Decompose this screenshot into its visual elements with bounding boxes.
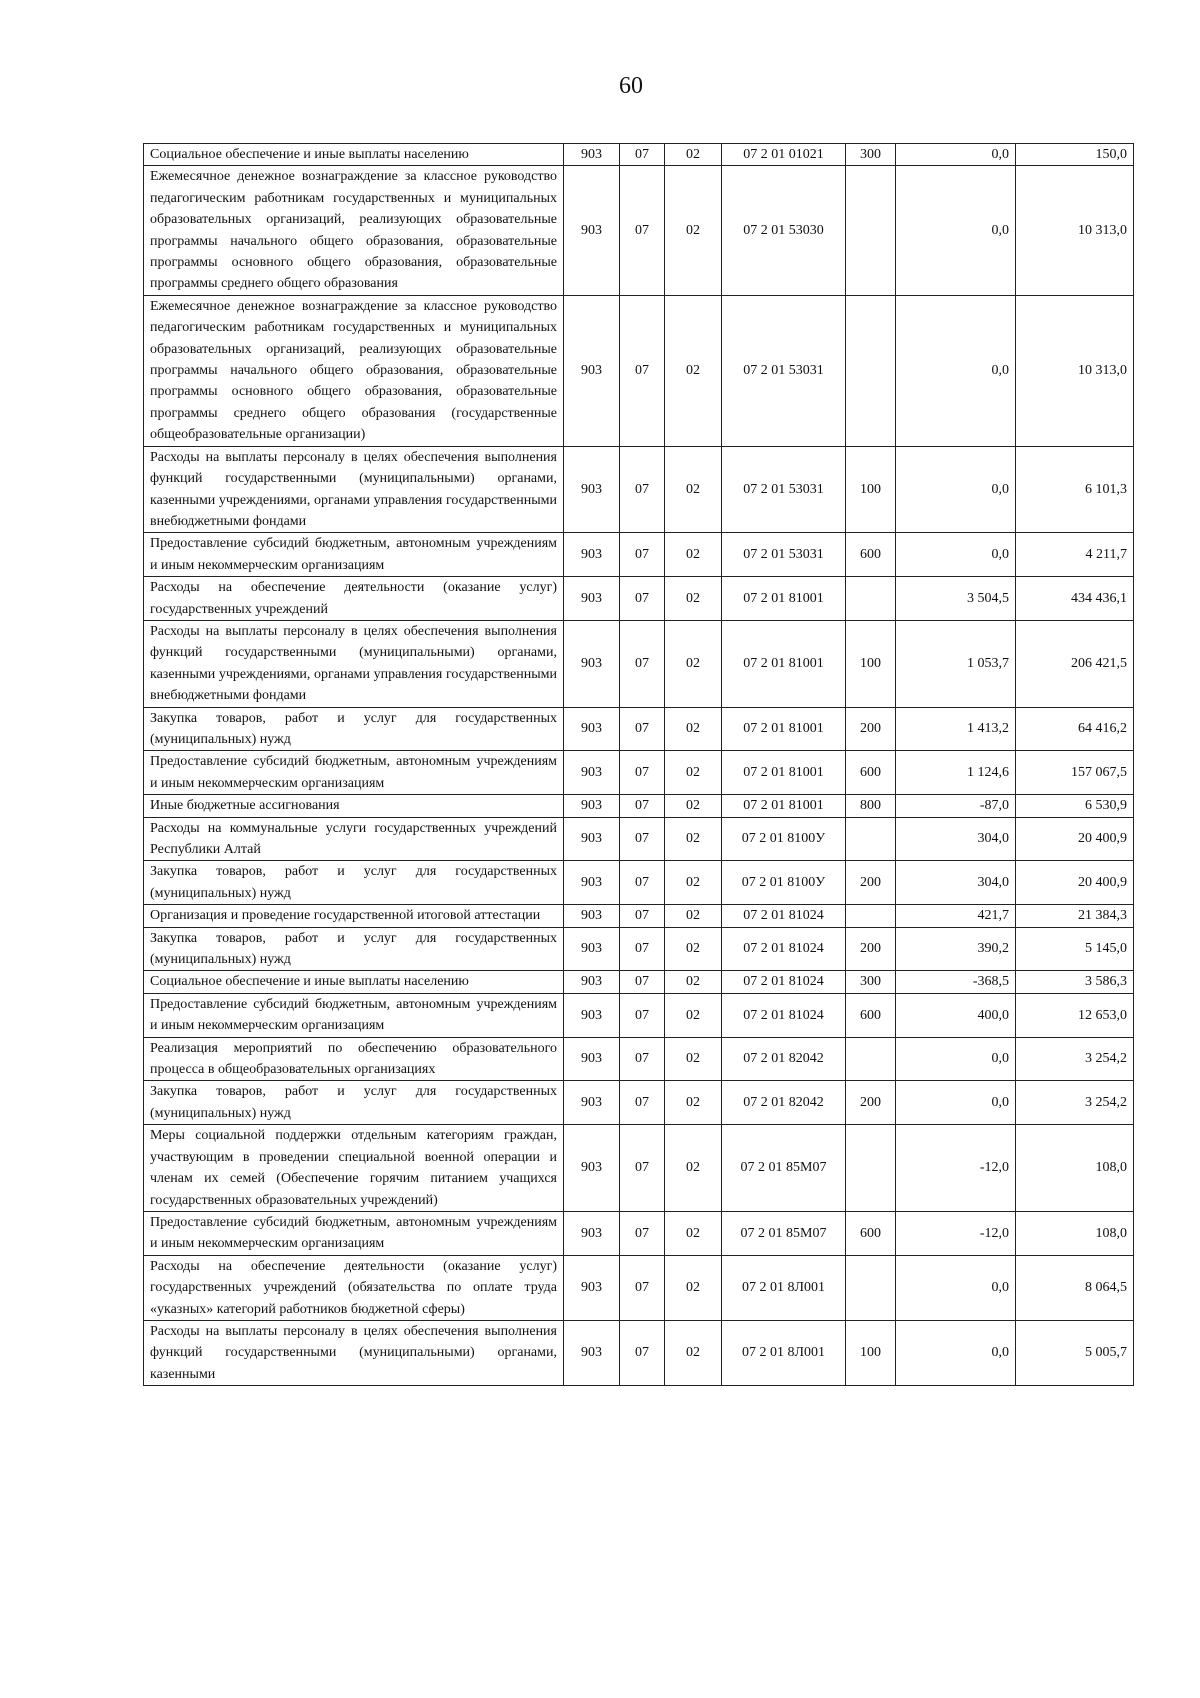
table-row — [144, 166, 1134, 295]
change-amount-cell: 1 413,2 — [896, 707, 1016, 751]
target-article-cell: 07 2 01 81001 — [722, 795, 846, 817]
section-code-cell: 07 — [620, 795, 665, 817]
expense-name-cell: Ежемесячное денежное вознаграждение за классное руководство педагогическим работникам государственных и муниципальных образовательных организаций, реализующих образовательные программы начального общего образования, образовательные программы основного общего образования, образовательные программы среднего общего образования — [144, 166, 564, 295]
change-amount-cell: 0,0 — [896, 446, 1016, 533]
change-amount-cell: 304,0 — [896, 817, 1016, 861]
total-amount-cell: 5 145,0 — [1016, 927, 1134, 971]
subsection-code-cell: 02 — [665, 971, 722, 993]
expense-name-cell: Расходы на выплаты персоналу в целях обеспечения выполнения функций государственными (муниципальными) органами, казенными учреждениями, органами управления государственными внебюджетными фондами — [144, 620, 564, 707]
admin-code-cell: 903 — [564, 1081, 620, 1125]
table-row — [144, 1125, 1134, 1212]
change-amount-cell: 0,0 — [896, 1255, 1016, 1320]
total-amount-cell: 12 653,0 — [1016, 993, 1134, 1037]
change-amount-cell: -12,0 — [896, 1211, 1016, 1255]
section-code-cell: 07 — [620, 707, 665, 751]
table-row — [144, 971, 1134, 993]
change-amount-cell: -87,0 — [896, 795, 1016, 817]
subsection-code-cell: 02 — [665, 1211, 722, 1255]
change-amount-cell: 0,0 — [896, 533, 1016, 577]
subsection-code-cell: 02 — [665, 1320, 722, 1385]
admin-code-cell: 903 — [564, 1125, 620, 1212]
expense-type-cell: 100 — [846, 1320, 896, 1385]
section-code-cell: 07 — [620, 620, 665, 707]
expense-type-cell — [846, 817, 896, 861]
expense-type-cell — [846, 1125, 896, 1212]
section-code-cell: 07 — [620, 993, 665, 1037]
subsection-code-cell: 02 — [665, 446, 722, 533]
table-row — [144, 993, 1134, 1037]
target-article-cell: 07 2 01 81024 — [722, 905, 846, 927]
target-article-cell: 07 2 01 8100У — [722, 817, 846, 861]
expense-type-cell — [846, 295, 896, 446]
admin-code-cell: 903 — [564, 1037, 620, 1081]
table-row — [144, 707, 1134, 751]
subsection-code-cell: 02 — [665, 144, 722, 166]
expense-type-cell: 200 — [846, 861, 896, 905]
section-code-cell: 07 — [620, 905, 665, 927]
admin-code-cell: 903 — [564, 144, 620, 166]
admin-code-cell: 903 — [564, 1320, 620, 1385]
admin-code-cell: 903 — [564, 1211, 620, 1255]
expense-name-cell: Закупка товаров, работ и услуг для государственных (муниципальных) нужд — [144, 927, 564, 971]
total-amount-cell: 434 436,1 — [1016, 577, 1134, 621]
expense-name-cell: Организация и проведение государственной итоговой аттестации — [144, 905, 564, 927]
total-amount-cell: 5 005,7 — [1016, 1320, 1134, 1385]
change-amount-cell: 0,0 — [896, 144, 1016, 166]
admin-code-cell: 903 — [564, 971, 620, 993]
target-article-cell: 07 2 01 8100У — [722, 861, 846, 905]
subsection-code-cell: 02 — [665, 707, 722, 751]
target-article-cell: 07 2 01 81001 — [722, 751, 846, 795]
change-amount-cell: 400,0 — [896, 993, 1016, 1037]
total-amount-cell: 10 313,0 — [1016, 295, 1134, 446]
total-amount-cell: 6 530,9 — [1016, 795, 1134, 817]
page-number: 60 — [619, 73, 643, 99]
expense-name-cell: Закупка товаров, работ и услуг для государственных (муниципальных) нужд — [144, 707, 564, 751]
total-amount-cell: 21 384,3 — [1016, 905, 1134, 927]
section-code-cell: 07 — [620, 446, 665, 533]
expense-name-cell: Иные бюджетные ассигнования — [144, 795, 564, 817]
target-article-cell: 07 2 01 81001 — [722, 707, 846, 751]
subsection-code-cell: 02 — [665, 795, 722, 817]
total-amount-cell: 6 101,3 — [1016, 446, 1134, 533]
subsection-code-cell: 02 — [665, 905, 722, 927]
target-article-cell: 07 2 01 53030 — [722, 166, 846, 295]
target-article-cell: 07 2 01 85М07 — [722, 1125, 846, 1212]
target-article-cell: 07 2 01 01021 — [722, 144, 846, 166]
total-amount-cell: 4 211,7 — [1016, 533, 1134, 577]
admin-code-cell: 903 — [564, 620, 620, 707]
table-row — [144, 620, 1134, 707]
subsection-code-cell: 02 — [665, 817, 722, 861]
table-row — [144, 861, 1134, 905]
expense-type-cell — [846, 905, 896, 927]
section-code-cell: 07 — [620, 533, 665, 577]
change-amount-cell: 0,0 — [896, 166, 1016, 295]
target-article-cell: 07 2 01 8Л001 — [722, 1320, 846, 1385]
change-amount-cell: -368,5 — [896, 971, 1016, 993]
subsection-code-cell: 02 — [665, 295, 722, 446]
change-amount-cell: 0,0 — [896, 1037, 1016, 1081]
expense-name-cell: Социальное обеспечение и иные выплаты населению — [144, 971, 564, 993]
change-amount-cell: 0,0 — [896, 295, 1016, 446]
expense-name-cell: Расходы на выплаты персоналу в целях обеспечения выполнения функций государственными (муниципальными) органами, казенными учреждениями, органами управления государственными внебюджетными фондами — [144, 446, 564, 533]
change-amount-cell: -12,0 — [896, 1125, 1016, 1212]
target-article-cell: 07 2 01 53031 — [722, 295, 846, 446]
total-amount-cell: 20 400,9 — [1016, 861, 1134, 905]
expense-type-cell: 300 — [846, 144, 896, 166]
expense-name-cell: Расходы на выплаты персоналу в целях обеспечения выполнения функций государственными (муниципальными) органами, казенными — [144, 1320, 564, 1385]
table-row — [144, 533, 1134, 577]
total-amount-cell: 64 416,2 — [1016, 707, 1134, 751]
section-code-cell: 07 — [620, 166, 665, 295]
change-amount-cell: 390,2 — [896, 927, 1016, 971]
subsection-code-cell: 02 — [665, 861, 722, 905]
target-article-cell: 07 2 01 81001 — [722, 620, 846, 707]
total-amount-cell: 3 254,2 — [1016, 1037, 1134, 1081]
expense-name-cell: Предоставление субсидий бюджетным, автономным учреждениям и иным некоммерческим организациям — [144, 993, 564, 1037]
target-article-cell: 07 2 01 8Л001 — [722, 1255, 846, 1320]
expense-type-cell — [846, 166, 896, 295]
table-row — [144, 1081, 1134, 1125]
change-amount-cell: 0,0 — [896, 1081, 1016, 1125]
admin-code-cell: 903 — [564, 166, 620, 295]
change-amount-cell: 304,0 — [896, 861, 1016, 905]
expense-type-cell: 100 — [846, 446, 896, 533]
subsection-code-cell: 02 — [665, 1037, 722, 1081]
change-amount-cell: 1 124,6 — [896, 751, 1016, 795]
subsection-code-cell: 02 — [665, 1125, 722, 1212]
expense-type-cell: 800 — [846, 795, 896, 817]
change-amount-cell: 1 053,7 — [896, 620, 1016, 707]
table-row — [144, 817, 1134, 861]
expense-name-cell: Расходы на коммунальные услуги государственных учреждений Республики Алтай — [144, 817, 564, 861]
admin-code-cell: 903 — [564, 861, 620, 905]
table-row — [144, 144, 1134, 166]
table-row — [144, 1320, 1134, 1385]
admin-code-cell: 903 — [564, 927, 620, 971]
subsection-code-cell: 02 — [665, 1255, 722, 1320]
subsection-code-cell: 02 — [665, 1081, 722, 1125]
expense-type-cell: 200 — [846, 1081, 896, 1125]
expense-name-cell: Социальное обеспечение и иные выплаты населению — [144, 144, 564, 166]
expense-name-cell: Закупка товаров, работ и услуг для государственных (муниципальных) нужд — [144, 861, 564, 905]
admin-code-cell: 903 — [564, 993, 620, 1037]
admin-code-cell: 903 — [564, 707, 620, 751]
expense-name-cell: Ежемесячное денежное вознаграждение за классное руководство педагогическим работникам государственных и муниципальных образовательных организаций, реализующих образовательные программы начального общего образования, образовательные программы основного общего образования, образовательные программы среднего общего образования (государственные общеобразовательные организации) — [144, 295, 564, 446]
subsection-code-cell: 02 — [665, 533, 722, 577]
admin-code-cell: 903 — [564, 1255, 620, 1320]
expense-name-cell: Расходы на обеспечение деятельности (оказание услуг) государственных учреждений (обязательства по оплате труда «указных» категорий работников бюджетной сферы) — [144, 1255, 564, 1320]
target-article-cell: 07 2 01 53031 — [722, 446, 846, 533]
section-code-cell: 07 — [620, 751, 665, 795]
subsection-code-cell: 02 — [665, 927, 722, 971]
budget-table — [143, 143, 1134, 1386]
target-article-cell: 07 2 01 53031 — [722, 533, 846, 577]
expense-type-cell: 600 — [846, 1211, 896, 1255]
total-amount-cell: 3 586,3 — [1016, 971, 1134, 993]
total-amount-cell: 150,0 — [1016, 144, 1134, 166]
section-code-cell: 07 — [620, 1320, 665, 1385]
target-article-cell: 07 2 01 81001 — [722, 577, 846, 621]
table-row — [144, 1255, 1134, 1320]
table-row — [144, 795, 1134, 817]
section-code-cell: 07 — [620, 817, 665, 861]
expense-type-cell: 200 — [846, 707, 896, 751]
target-article-cell: 07 2 01 85М07 — [722, 1211, 846, 1255]
section-code-cell: 07 — [620, 1255, 665, 1320]
subsection-code-cell: 02 — [665, 577, 722, 621]
admin-code-cell: 903 — [564, 533, 620, 577]
expense-name-cell: Предоставление субсидий бюджетным, автономным учреждениям и иным некоммерческим организациям — [144, 751, 564, 795]
subsection-code-cell: 02 — [665, 620, 722, 707]
section-code-cell: 07 — [620, 577, 665, 621]
table-row — [144, 905, 1134, 927]
admin-code-cell: 903 — [564, 295, 620, 446]
section-code-cell: 07 — [620, 1125, 665, 1212]
total-amount-cell: 206 421,5 — [1016, 620, 1134, 707]
expense-name-cell: Предоставление субсидий бюджетным, автономным учреждениям и иным некоммерческим организациям — [144, 1211, 564, 1255]
expense-name-cell: Расходы на обеспечение деятельности (оказание услуг) государственных учреждений — [144, 577, 564, 621]
expense-type-cell: 200 — [846, 927, 896, 971]
expense-name-cell: Реализация мероприятий по обеспечению образовательного процесса в общеобразовательных организациях — [144, 1037, 564, 1081]
total-amount-cell: 108,0 — [1016, 1125, 1134, 1212]
expense-name-cell: Предоставление субсидий бюджетным, автономным учреждениям и иным некоммерческим организациям — [144, 533, 564, 577]
admin-code-cell: 903 — [564, 446, 620, 533]
target-article-cell: 07 2 01 81024 — [722, 927, 846, 971]
table-row — [144, 577, 1134, 621]
total-amount-cell: 108,0 — [1016, 1211, 1134, 1255]
section-code-cell: 07 — [620, 927, 665, 971]
expense-name-cell: Закупка товаров, работ и услуг для государственных (муниципальных) нужд — [144, 1081, 564, 1125]
subsection-code-cell: 02 — [665, 751, 722, 795]
budget-table-body — [144, 144, 1134, 1386]
subsection-code-cell: 02 — [665, 993, 722, 1037]
section-code-cell: 07 — [620, 861, 665, 905]
expense-type-cell: 600 — [846, 993, 896, 1037]
section-code-cell: 07 — [620, 1211, 665, 1255]
target-article-cell: 07 2 01 81024 — [722, 993, 846, 1037]
change-amount-cell: 421,7 — [896, 905, 1016, 927]
target-article-cell: 07 2 01 82042 — [722, 1081, 846, 1125]
admin-code-cell: 903 — [564, 751, 620, 795]
total-amount-cell: 8 064,5 — [1016, 1255, 1134, 1320]
section-code-cell: 07 — [620, 1081, 665, 1125]
expense-type-cell: 600 — [846, 533, 896, 577]
expense-type-cell: 600 — [846, 751, 896, 795]
subsection-code-cell: 02 — [665, 166, 722, 295]
expense-type-cell — [846, 577, 896, 621]
admin-code-cell: 903 — [564, 817, 620, 861]
table-row — [144, 1211, 1134, 1255]
table-row — [144, 1037, 1134, 1081]
change-amount-cell: 0,0 — [896, 1320, 1016, 1385]
admin-code-cell: 903 — [564, 795, 620, 817]
table-row — [144, 751, 1134, 795]
expense-type-cell — [846, 1037, 896, 1081]
total-amount-cell: 157 067,5 — [1016, 751, 1134, 795]
total-amount-cell: 20 400,9 — [1016, 817, 1134, 861]
section-code-cell: 07 — [620, 1037, 665, 1081]
expense-type-cell: 100 — [846, 620, 896, 707]
admin-code-cell: 903 — [564, 577, 620, 621]
target-article-cell: 07 2 01 81024 — [722, 971, 846, 993]
section-code-cell: 07 — [620, 144, 665, 166]
total-amount-cell: 10 313,0 — [1016, 166, 1134, 295]
table-row — [144, 927, 1134, 971]
target-article-cell: 07 2 01 82042 — [722, 1037, 846, 1081]
expense-name-cell: Меры социальной поддержки отдельным категориям граждан, участвующим в проведении специальной военной операции и членам их семей (Обеспечение горячим питанием учащихся государственных образовательных учреждений) — [144, 1125, 564, 1212]
change-amount-cell: 3 504,5 — [896, 577, 1016, 621]
expense-type-cell — [846, 1255, 896, 1320]
total-amount-cell: 3 254,2 — [1016, 1081, 1134, 1125]
section-code-cell: 07 — [620, 971, 665, 993]
table-row — [144, 295, 1134, 446]
expense-type-cell: 300 — [846, 971, 896, 993]
section-code-cell: 07 — [620, 295, 665, 446]
admin-code-cell: 903 — [564, 905, 620, 927]
table-row — [144, 446, 1134, 533]
